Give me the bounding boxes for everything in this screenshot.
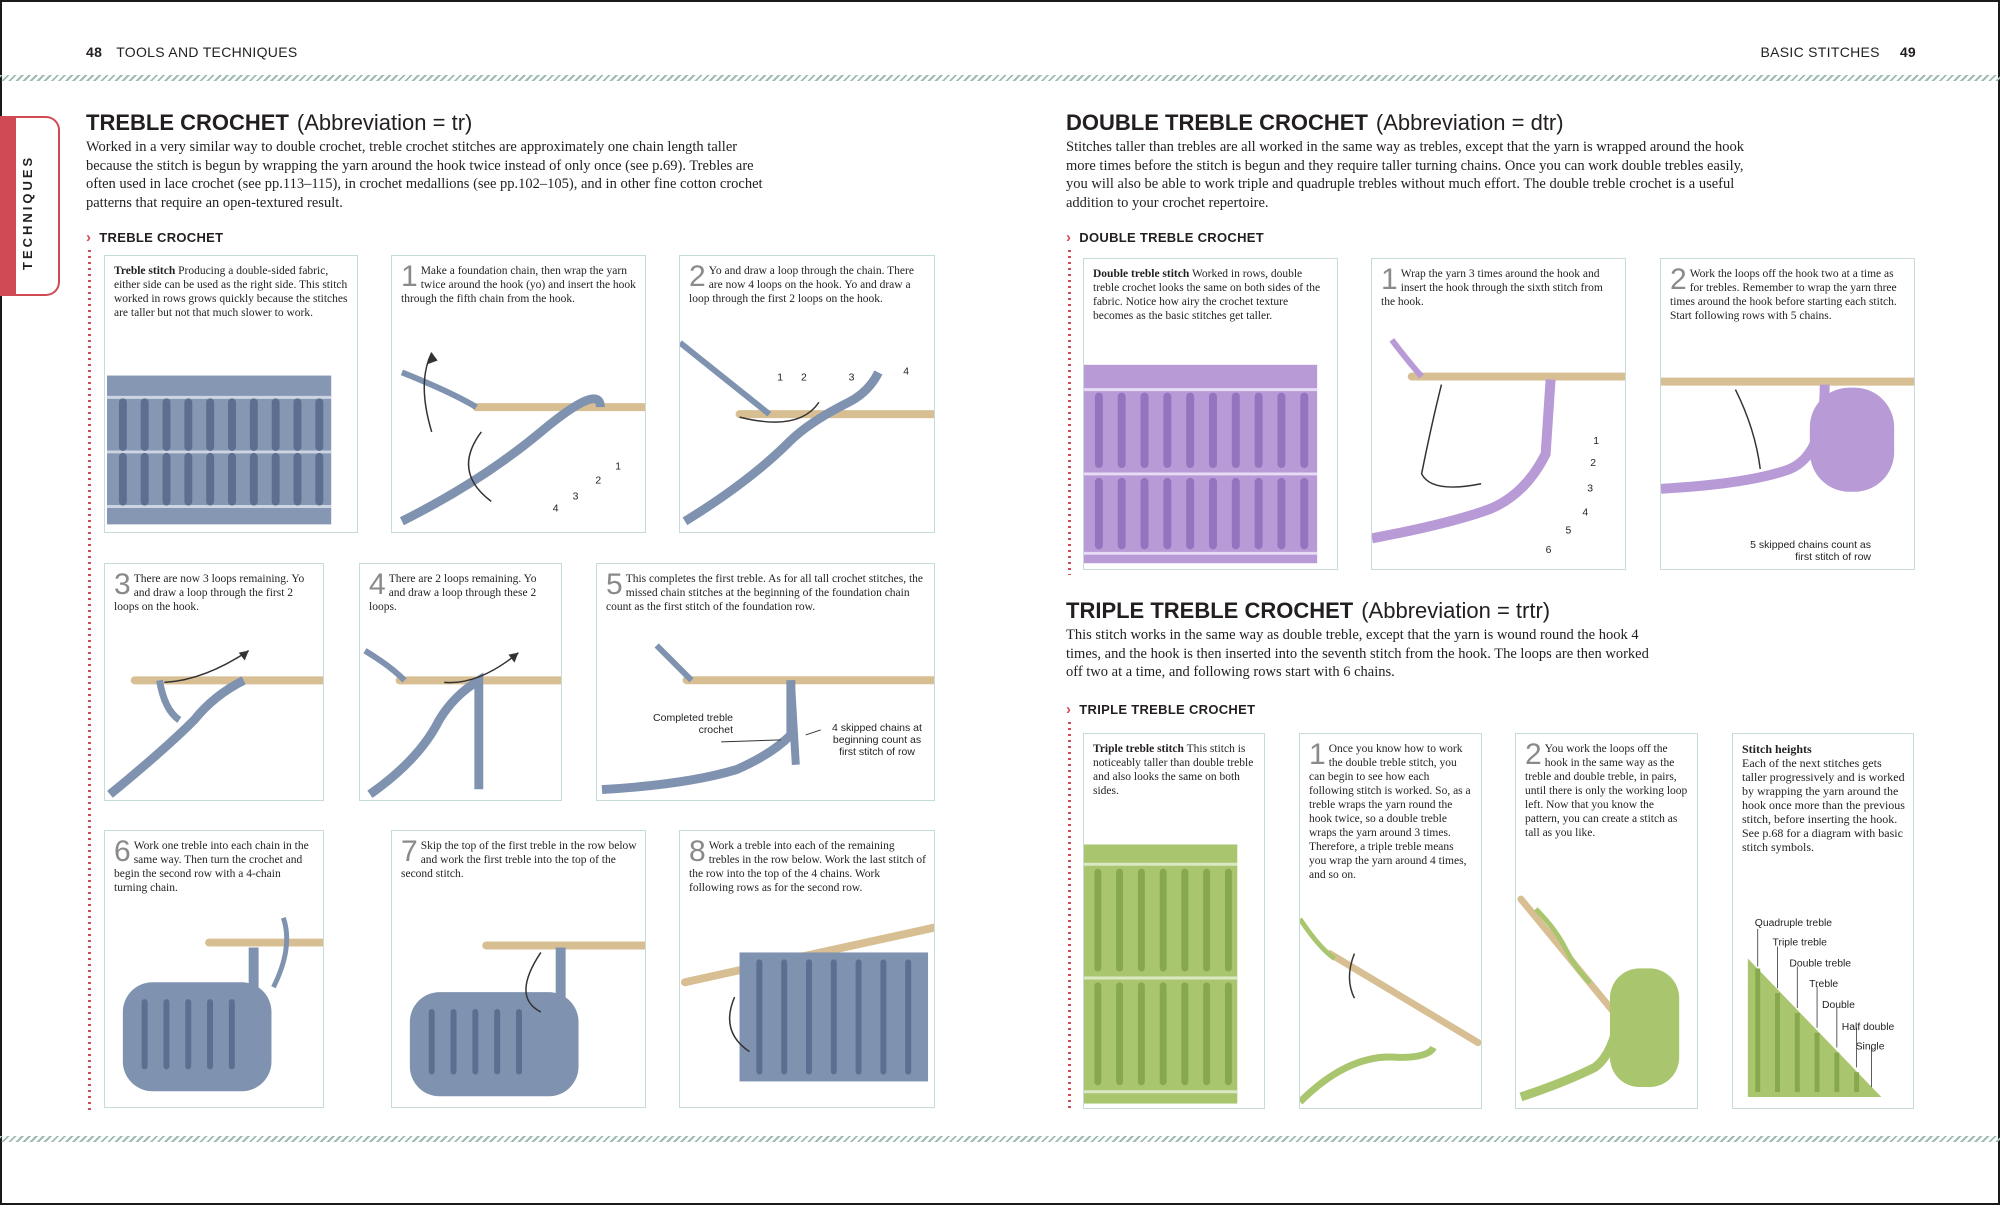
- triple-treble-intro-panel: [1083, 733, 1265, 1109]
- step-number: 4: [369, 568, 386, 601]
- treble-step-3-illustration: [105, 640, 323, 800]
- double-treble-abbreviation: (Abbreviation = dtr): [1375, 110, 1564, 135]
- chapter-tab-label: TECHNIQUES: [20, 154, 35, 270]
- panel-caption: [114, 264, 349, 320]
- chevron-right-icon: ›: [1066, 229, 1072, 246]
- stitch-height-label: Treble: [1809, 979, 1839, 991]
- stitch-heights-illustration: [1733, 908, 1913, 1108]
- triple-treble-step-2-illustration: [1516, 888, 1697, 1108]
- diagram-callout: 4 skipped chains at beginning count as first stitch of row: [832, 722, 922, 758]
- triple-treble-step-1-illustration: [1300, 908, 1481, 1108]
- treble-step-1-illustration: [392, 312, 645, 532]
- step-text: There are 2 loops remaining. Yo and draw a loop through these 2 loops.: [369, 573, 537, 613]
- treble-step-8-illustration: [680, 912, 934, 1107]
- treble-step-5-panel: [596, 563, 935, 801]
- diagram-callout: Completed treble crochet: [653, 712, 733, 736]
- double-treble-step-1-illustration: [1372, 334, 1625, 569]
- left-page-number: 48: [86, 44, 103, 60]
- double-treble-title-text: DOUBLE TREBLE CROCHET: [1066, 110, 1368, 135]
- triple-treble-title: [1066, 598, 1550, 624]
- double-treble-intro-panel: [1083, 258, 1338, 570]
- triple-treble-step-1-panel: [1299, 733, 1482, 1109]
- treble-step-1-panel: [391, 255, 646, 533]
- step-number: 2: [1525, 738, 1542, 771]
- step-text: Yo and draw a loop through the chain. There are now 4 loops on the hook. Yo and draw a loop through the first 2 loops on the hook.: [689, 265, 914, 305]
- step-number: 2: [689, 260, 706, 293]
- step-text: There are now 3 loops remaining. Yo and draw a loop through the first 2 loops on the hook.: [114, 573, 305, 613]
- panel-caption: [1742, 742, 1905, 854]
- treble-step-3-panel: [104, 563, 324, 801]
- double-treble-step-2-illustration: [1661, 359, 1914, 569]
- step-text: You work the loops off the hook in the same way as the treble and double treble, in pairs, until there is only the working loop left. Now that you know the pattern, you can create a stitch as tall as you like.: [1525, 743, 1688, 839]
- double-treble-step-1-panel: [1371, 258, 1626, 570]
- treble-step-7-illustration: [392, 907, 645, 1107]
- double-treble-swatch-image: [1084, 364, 1337, 569]
- step-text: This completes the first treble. As for all tall crochet stitches, the missed chain stitches at the beginning of the foundation chain count as the first stitch of the foundation row.: [606, 573, 924, 613]
- step-number: 7: [401, 835, 418, 868]
- step-number: 2: [1670, 263, 1687, 296]
- panel-caption-title: Triple treble stitch: [1093, 743, 1184, 755]
- treble-subheading-text: TREBLE CROCHET: [99, 230, 224, 245]
- step-text: Once you know how to work the double treble stitch, you can begin to see how each following stitch is worked. So, as a treble wraps the yarn round the hook twice, so a double treble wraps the yarn around 3 times. Therefore, a triple treble means you wrap the yarn around 4 times, and so on.: [1309, 743, 1471, 881]
- triple-treble-subheading: [1066, 701, 1255, 718]
- chevron-right-icon: ›: [86, 229, 92, 246]
- chevron-right-icon: ›: [1066, 701, 1072, 718]
- panel-caption-text: This stitch is noticeably taller than double treble and also looks the same on both sides.: [1093, 743, 1254, 797]
- treble-subheading: [86, 229, 223, 246]
- diagram-label: 2: [595, 475, 602, 487]
- stitch-height-label: Single: [1855, 1041, 1885, 1053]
- diagram-label: 3: [1587, 483, 1594, 495]
- triple-treble-intro: This stitch works in the same way as double treble, except that the yarn is wound round the hook 4 times, and the hook is then inserted into the seventh stitch from the hook. The loops are then worked off two at a time, and following rows start with 6 chains.: [1066, 627, 1649, 680]
- bottom-divider: [0, 1136, 2000, 1142]
- treble-abbreviation: (Abbreviation = tr): [296, 110, 473, 135]
- chapter-tab-stripe: [0, 116, 16, 296]
- stitch-height-label: Triple treble: [1772, 937, 1827, 949]
- treble-step-8-panel: [679, 830, 935, 1108]
- treble-intro: Worked in a very similar way to double crochet, treble crochet stitches are approximately one chain length taller because the stitch is begun by wrapping the yarn around the hook twice instead of only once (see p.69). Trebles are often used in lace crochet (see pp.113–115), in crochet medallions (see pp.102–105), and in other fine cotton crochet patterns that require an open-textured result.: [86, 139, 763, 211]
- step-number: 8: [689, 835, 706, 868]
- step-number: 1: [1381, 263, 1398, 296]
- panel-caption-title: Double treble stitch: [1093, 268, 1190, 280]
- double-treble-title: [1066, 110, 1564, 136]
- treble-title-text: TREBLE CROCHET: [86, 110, 289, 135]
- step-text: Work the loops off the hook two at a time as for trebles. Remember to wrap the yarn three times around the hook before starting each stitch. Start following rows with 5 chains.: [1670, 268, 1897, 322]
- step-number: 6: [114, 835, 131, 868]
- panel-caption-text: Each of the next stitches gets taller progressively and is worked by wrapping the yarn around the hook once more than the previous stitch, before inserting the hook. See p.68 for a diagram with basic stitch symbols.: [1742, 756, 1905, 854]
- step-caption: [114, 835, 315, 895]
- step-number: 1: [1309, 738, 1326, 771]
- triple-treble-subheading-text: TRIPLE TREBLE CROCHET: [1079, 702, 1256, 717]
- left-running-head: [86, 44, 298, 60]
- diagram-label: 2: [1590, 457, 1597, 469]
- diagram-label: 1: [1593, 436, 1600, 448]
- double-treble-intro: Stitches taller than trebles are all worked in the same way as trebles, except that the yarn is wrapped around the hook more times before the stitch is begun and they require taller turning chains. Once you can work double trebles easily, you will also be able to work triple and quadruple trebles without much effort. The double treble crochet is a useful addition to your crochet repertoire.: [1066, 139, 1745, 211]
- stitch-height-label: Double: [1822, 1000, 1855, 1011]
- step-caption: [1525, 738, 1689, 840]
- right-page-number: 49: [1899, 44, 1916, 60]
- step-number: 1: [401, 260, 418, 293]
- diagram-label: 2: [801, 372, 807, 384]
- diagram-callout: 5 skipped chains count as first stitch of row: [1750, 539, 1871, 563]
- diagram-label: 3: [572, 491, 579, 503]
- double-treble-subheading-text: DOUBLE TREBLE CROCHET: [1079, 230, 1264, 245]
- treble-intro-panel: [104, 255, 358, 533]
- step-caption: [606, 568, 926, 614]
- stitch-heights-panel: [1732, 733, 1914, 1109]
- triple-treble-dotted-rule: [1068, 722, 1071, 1112]
- diagram-label: 4: [1582, 507, 1589, 519]
- double-treble-step-2-panel: [1660, 258, 1915, 570]
- panel-caption-text: Worked in rows, double treble crochet looks the same on both sides of the fabric. Notice how airy the crochet texture becomes as the basic stitches get taller.: [1093, 268, 1321, 322]
- treble-step-2-panel: [679, 255, 935, 533]
- treble-step-4-illustration: [360, 640, 561, 800]
- treble-step-6-illustration: [105, 907, 323, 1107]
- panel-caption-title: Stitch heights: [1742, 742, 1812, 756]
- treble-swatch-image: [105, 357, 357, 532]
- triple-treble-title-text: TRIPLE TREBLE CROCHET: [1066, 598, 1354, 623]
- step-caption: [401, 835, 637, 881]
- diagram-label: 4: [552, 503, 559, 515]
- step-text: Work one treble into each chain in the same way. Then turn the crochet and begin the second row with a 4-chain turning chain.: [114, 840, 309, 894]
- step-caption: [689, 835, 926, 895]
- step-caption: [1381, 263, 1617, 309]
- triple-treble-abbreviation: (Abbreviation = trtr): [1361, 598, 1551, 623]
- treble-step-7-panel: [391, 830, 646, 1108]
- left-section-name: TOOLS AND TECHNIQUES: [116, 44, 298, 60]
- right-running-head: [1760, 44, 1916, 60]
- diagram-label: 4: [903, 366, 910, 378]
- step-caption: [1309, 738, 1473, 882]
- panel-caption-text: Producing a double-sided fabric, either side can be used as the right side. This stitch worked in rows grows quickly because the stitches are taller but not that much slower to work.: [114, 265, 348, 319]
- panel-caption: [1093, 267, 1329, 323]
- triple-treble-step-2-panel: [1515, 733, 1698, 1109]
- step-caption: [401, 260, 637, 306]
- treble-title: [86, 110, 472, 136]
- right-section-name: BASIC STITCHES: [1760, 44, 1880, 60]
- diagram-label: 6: [1545, 545, 1552, 557]
- stitch-height-label: Quadruple treble: [1754, 917, 1833, 929]
- stitch-height-label: Half double: [1841, 1021, 1895, 1033]
- double-treble-dotted-rule: [1068, 250, 1071, 575]
- step-text: Skip the top of the first treble in the row below and work the first treble into the top of the second stitch.: [401, 840, 637, 880]
- treble-step-4-panel: [359, 563, 562, 801]
- diagram-label: 1: [777, 372, 784, 384]
- panel-caption-title: Treble stitch: [114, 265, 176, 277]
- step-text: Work a treble into each of the remaining trebles in the row below. Work the last stitch of the row into the top of the 4 chains. Work following rows as for the second row.: [689, 840, 926, 894]
- step-number: 3: [114, 568, 131, 601]
- top-divider: [0, 75, 2000, 81]
- step-text: Wrap the yarn 3 times around the hook and insert the hook through the sixth stitch from the hook.: [1381, 268, 1603, 308]
- treble-dotted-rule: [88, 250, 91, 1110]
- treble-step-2-illustration: [680, 332, 934, 532]
- diagram-label: 5: [1565, 525, 1572, 537]
- panel-caption: [1093, 742, 1256, 798]
- stitch-height-label: Double treble: [1789, 958, 1852, 970]
- treble-step-6-panel: [104, 830, 324, 1108]
- diagram-label: 1: [615, 461, 622, 473]
- step-caption: [369, 568, 553, 614]
- step-text: Make a foundation chain, then wrap the yarn twice around the hook (yo) and insert the hook through the fifth chain from the hook.: [401, 265, 636, 305]
- step-caption: [689, 260, 926, 306]
- step-number: 5: [606, 568, 623, 601]
- double-treble-subheading: [1066, 229, 1264, 246]
- step-caption: [1670, 263, 1906, 323]
- triple-treble-swatch-image: [1084, 843, 1264, 1108]
- diagram-label: 3: [848, 372, 855, 384]
- step-caption: [114, 568, 315, 614]
